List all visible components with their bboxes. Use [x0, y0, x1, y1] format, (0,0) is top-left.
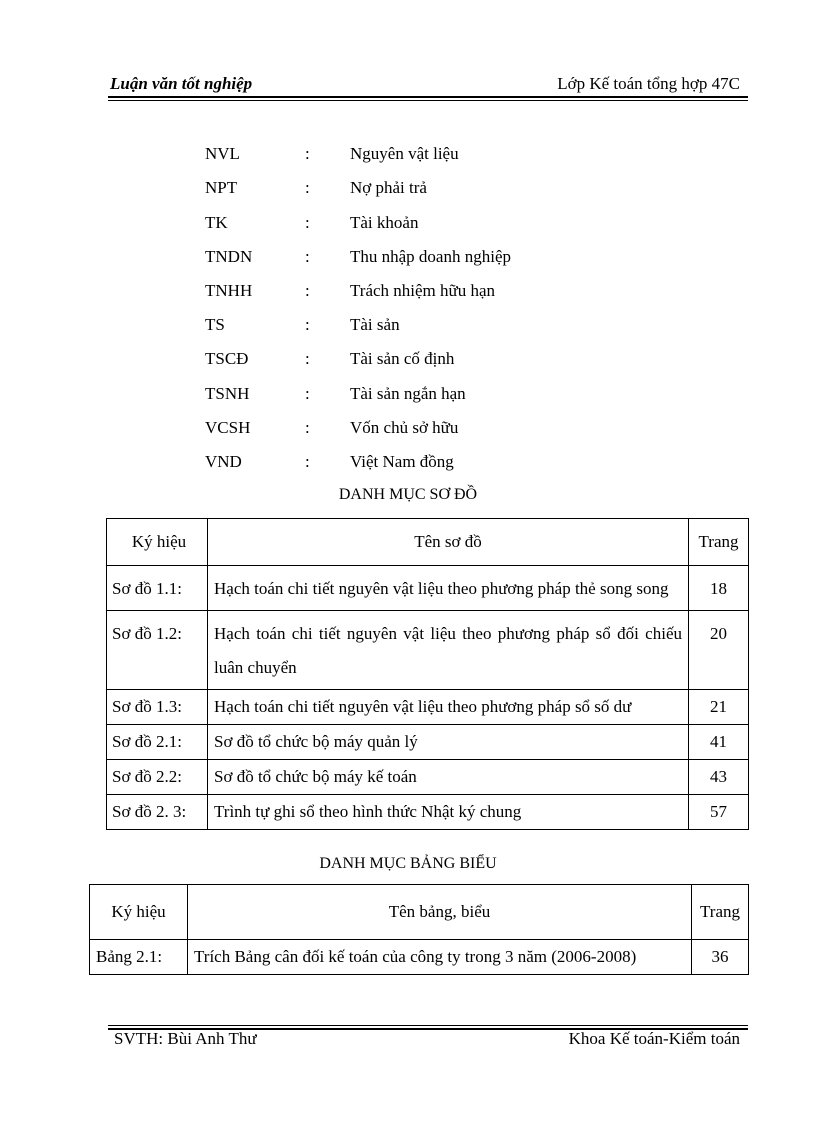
abbreviation-row	[0, 213, 816, 237]
diagram-symbol: Sơ đồ 2.1:	[107, 725, 208, 760]
diagram-symbol: Sơ đồ 2.2:	[107, 760, 208, 795]
abbreviation-meaning: Tài sản ngắn hạn	[350, 384, 466, 403]
column-header-name: Tên sơ đồ	[208, 519, 689, 566]
diagram-symbol: Sơ đồ 1.1:	[107, 566, 208, 611]
diagram-name: Trình tự ghi sổ theo hình thức Nhật ký chung	[208, 795, 689, 830]
header-class-label: Lớp Kế toán tổng hợp 47C	[557, 74, 740, 93]
table-page: 36	[692, 940, 749, 975]
abbreviation-row	[0, 349, 816, 373]
abbreviation-code: VCSH	[205, 418, 251, 437]
diagram-page: 18	[689, 566, 749, 611]
diagram-name: Sơ đồ tổ chức bộ máy quản lý	[208, 725, 689, 760]
table-row	[107, 566, 749, 611]
abbreviation-code: NPT	[205, 178, 238, 197]
table-row	[107, 725, 749, 760]
table-name: Trích Bảng cân đối kế toán của công ty trong 3 năm (2006-2008)	[188, 940, 692, 975]
table-row	[107, 690, 749, 725]
abbreviation-meaning: Tài khoản	[350, 213, 419, 232]
abbreviation-row	[0, 418, 816, 442]
header-thesis-label: Luận văn tốt nghiệp	[110, 74, 253, 93]
abbreviation-row	[0, 452, 816, 476]
diagram-page: 21	[689, 690, 749, 725]
abbreviation-code: TNHH	[205, 281, 253, 300]
abbreviation-colon: :	[305, 384, 310, 403]
column-header-page: Trang	[692, 885, 749, 940]
diagram-name: Sơ đồ tổ chức bộ máy kế toán	[208, 760, 689, 795]
table-header-row	[107, 519, 749, 566]
diagram-table	[106, 518, 749, 830]
column-header-symbol: Ký hiệu	[90, 885, 188, 940]
abbreviation-code: TSNH	[205, 384, 250, 403]
diagram-list-title: DANH MỤC SƠ ĐỒ	[338, 486, 478, 503]
diagram-symbol: Sơ đồ 2. 3:	[107, 795, 208, 830]
diagram-name: Hạch toán chi tiết nguyên vật liệu theo phương pháp sổ số dư	[208, 690, 689, 725]
table-row	[107, 611, 749, 690]
header-rule-thin	[108, 100, 748, 101]
diagram-name: Hạch toán chi tiết nguyên vật liệu theo phương pháp thẻ song song	[208, 566, 689, 611]
abbreviation-colon: :	[305, 144, 310, 163]
diagram-page: 57	[689, 795, 749, 830]
table-symbol: Bảng 2.1:	[90, 940, 188, 975]
abbreviation-row	[0, 384, 816, 408]
column-header-page: Trang	[689, 519, 749, 566]
table-list-title: DANH MỤC BẢNG BIỂU	[319, 855, 497, 872]
abbreviation-meaning: Trách nhiệm hữu hạn	[350, 281, 496, 300]
column-header-symbol: Ký hiệu	[107, 519, 208, 566]
abbreviation-meaning: Nguyên vật liệu	[350, 144, 459, 163]
abbreviation-meaning: Việt Nam đồng	[350, 452, 454, 471]
header-rule	[108, 96, 748, 98]
diagram-symbol: Sơ đồ 1.2:	[107, 611, 208, 690]
abbreviation-meaning: Vốn chủ sở hữu	[350, 418, 459, 437]
column-header-name: Tên bảng, biểu	[188, 885, 692, 940]
abbreviation-code: VND	[205, 452, 242, 471]
diagram-page: 43	[689, 760, 749, 795]
abbreviation-code: TS	[205, 315, 225, 334]
diagram-page: 20	[689, 611, 749, 690]
abbreviation-meaning: Tài sản cố định	[350, 349, 455, 368]
abbreviation-colon: :	[305, 281, 310, 300]
footer-student-name: SVTH: Bùi Anh Thư	[114, 1029, 257, 1048]
abbreviation-row	[0, 281, 816, 305]
abbreviation-colon: :	[305, 247, 310, 266]
table-header-row	[90, 885, 749, 940]
abbreviation-meaning: Thu nhập doanh nghiệp	[350, 247, 511, 266]
abbreviation-code: NVL	[205, 144, 240, 163]
abbreviation-meaning: Nợ phải trả	[350, 178, 427, 197]
chart-table	[89, 884, 749, 975]
footer-faculty: Khoa Kế toán-Kiểm toán	[568, 1029, 740, 1048]
abbreviation-code: TNDN	[205, 247, 253, 266]
table-row	[90, 940, 749, 975]
abbreviation-colon: :	[305, 213, 310, 232]
footer-rule-thin	[108, 1025, 748, 1026]
abbreviation-code: TSCĐ	[205, 349, 249, 368]
abbreviation-colon: :	[305, 418, 310, 437]
abbreviation-row	[0, 178, 816, 202]
diagram-page: 41	[689, 725, 749, 760]
abbreviation-colon: :	[305, 178, 310, 197]
abbreviation-meaning: Tài sản	[350, 315, 400, 334]
diagram-symbol: Sơ đồ 1.3:	[107, 690, 208, 725]
diagram-name: Hạch toán chi tiết nguyên vật liệu theo phương pháp sổ đối chiếu luân chuyển	[208, 611, 689, 690]
abbreviation-colon: :	[305, 315, 310, 334]
table-row	[107, 795, 749, 830]
abbreviation-colon: :	[305, 452, 310, 471]
abbreviation-row	[0, 144, 816, 168]
table-row	[107, 760, 749, 795]
abbreviation-code: TK	[205, 213, 228, 232]
abbreviation-row	[0, 315, 816, 339]
abbreviation-colon: :	[305, 349, 310, 368]
abbreviation-row	[0, 247, 816, 271]
